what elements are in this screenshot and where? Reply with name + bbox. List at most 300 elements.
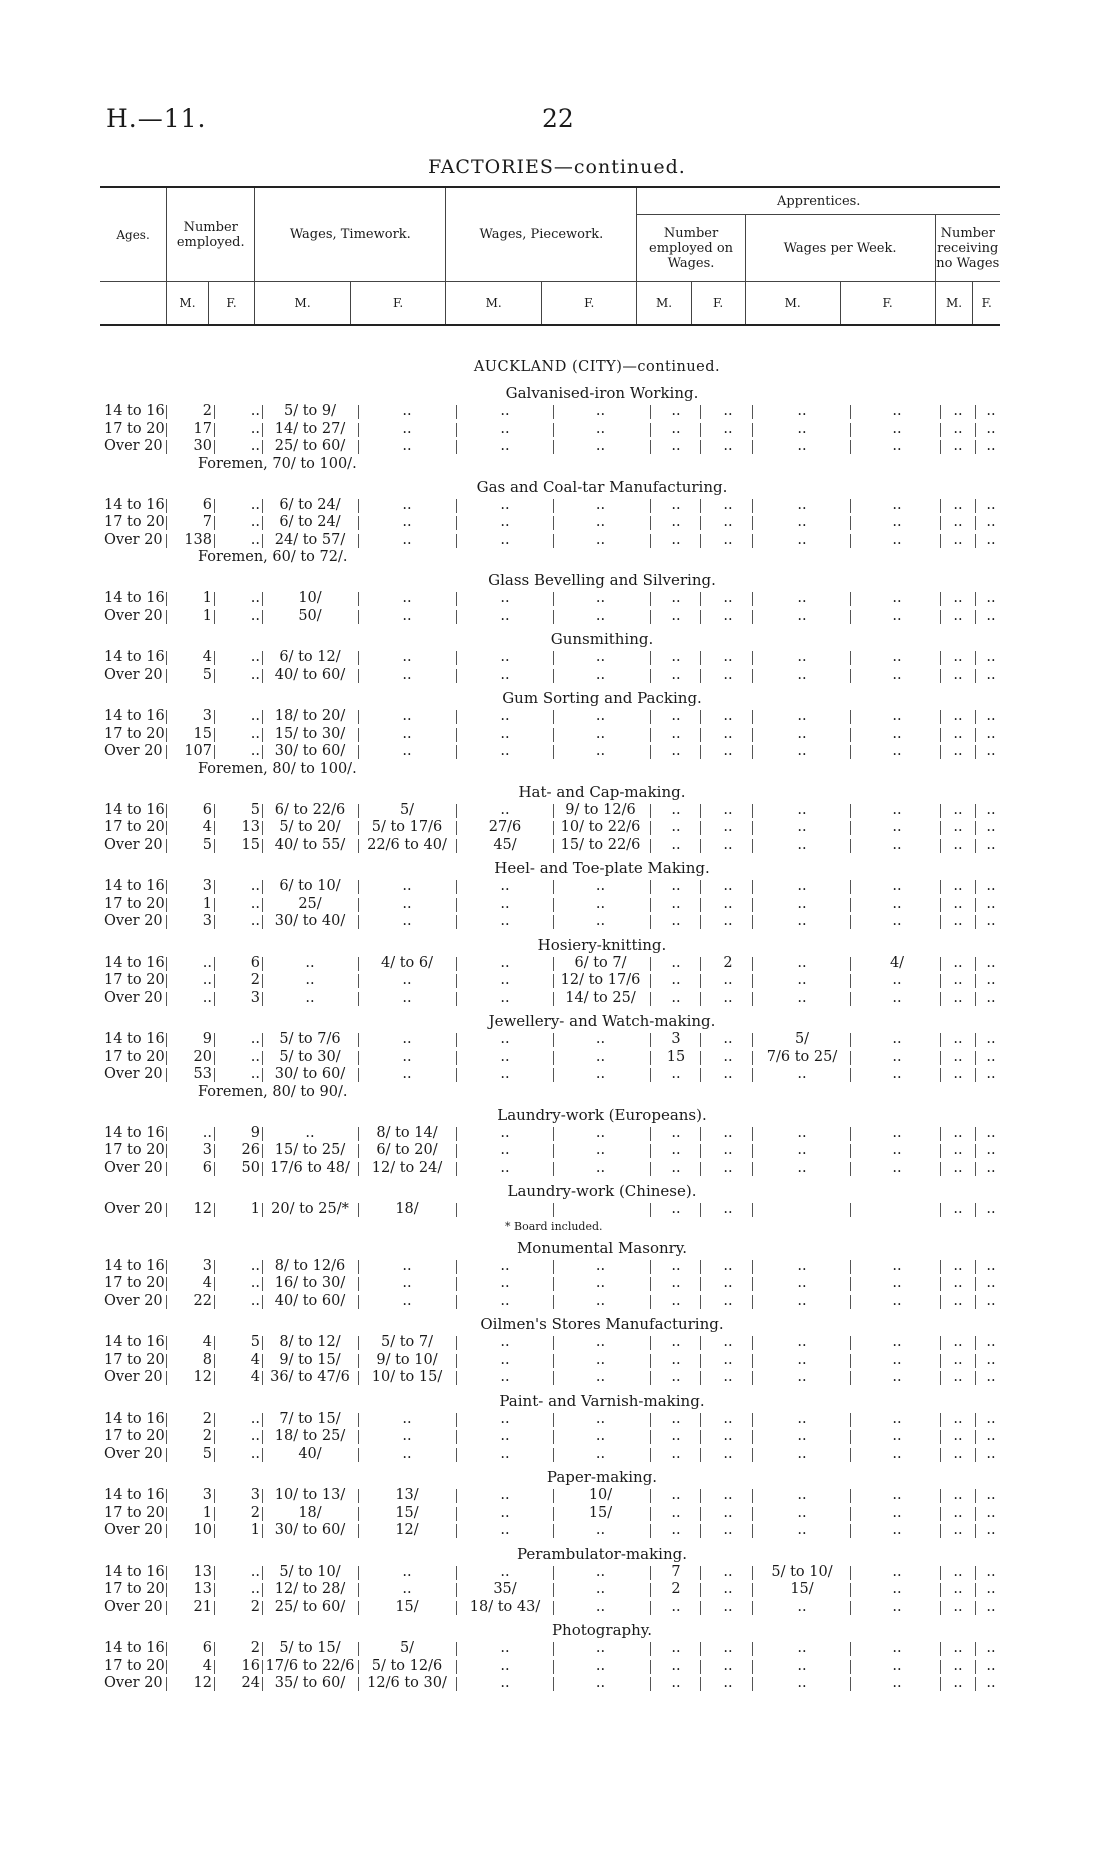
employed-m-cell: 1 — [202, 1504, 212, 1521]
column-rule — [166, 804, 167, 818]
employed-f-cell: .. — [250, 1292, 260, 1309]
piecework-m-cell: .. — [500, 743, 510, 759]
apprentices-m-cell: .. — [671, 743, 681, 759]
piecework-f-cell: .. — [595, 438, 606, 454]
age-cell: 17 to 20 — [104, 1504, 165, 1521]
f-subheader: F. — [840, 282, 935, 326]
employed-m-cell: .. — [202, 972, 212, 988]
column-rule — [166, 440, 167, 454]
apprentice-wages-m-cell: 5/ to 10/ — [771, 1563, 833, 1580]
industry-section — [0, 1544, 1114, 1617]
region-heading: AUCKLAND (CITY)—continued. — [473, 359, 721, 375]
apprentices-f-cell: .. — [723, 1657, 733, 1674]
foremen-note: Foremen, 80/ to 100/. — [198, 760, 357, 777]
table-row — [0, 1049, 1114, 1067]
apprentice-wages-m-cell: .. — [797, 1598, 807, 1615]
no-wages-f-cell: .. — [986, 954, 996, 971]
timework-m-cell: 16/ to 30/ — [274, 1275, 346, 1291]
piecework-f-cell: .. — [595, 1675, 606, 1691]
table-row — [0, 1505, 1114, 1523]
table-row — [0, 1125, 1114, 1143]
timework-f-cell: 18/ — [395, 1201, 419, 1217]
piecework-f-cell: 10/ — [588, 1487, 613, 1503]
age-cell: 17 to 20 — [104, 1581, 165, 1597]
no-wages-m-cell: .. — [953, 1428, 963, 1444]
age-cell: 17 to 20 — [104, 420, 165, 437]
number-employed-header: Number employed. — [167, 187, 255, 282]
column-rule — [166, 1413, 167, 1427]
column-rule — [166, 1051, 167, 1065]
apprentice-wages-m-cell: .. — [797, 514, 807, 530]
piecework-f-cell: 15/ to 22/6 — [560, 836, 641, 853]
apprentices-f-cell: .. — [723, 1410, 733, 1427]
no-wages-m-cell: .. — [953, 972, 963, 988]
apprentices-m-cell: .. — [671, 403, 681, 419]
column-rule — [166, 1566, 167, 1580]
column-rule — [166, 821, 167, 835]
apprentices-m-cell: .. — [671, 819, 681, 835]
table-row — [0, 1369, 1114, 1387]
no-wages-f-cell: .. — [986, 438, 996, 454]
apprentices-m-cell: .. — [671, 1675, 681, 1691]
piecework-m-cell: .. — [500, 1410, 510, 1427]
employed-m-cell: 138 — [184, 531, 212, 548]
industry-title: Laundry-work (Chinese). — [507, 1182, 697, 1200]
no-wages-f-cell: .. — [986, 531, 996, 548]
column-rule — [166, 1336, 167, 1350]
piecework-m-cell: .. — [500, 708, 510, 724]
employed-m-cell: 6 — [202, 801, 212, 818]
piecework-m-cell: .. — [500, 989, 510, 1006]
no-wages-f-cell: .. — [986, 1445, 996, 1462]
employed-f-cell: .. — [250, 1257, 260, 1274]
timework-m-cell: 6/ to 24/ — [279, 496, 341, 513]
timework-f-cell: .. — [402, 666, 412, 683]
apprentices-wages-header: Wages per Week. — [745, 215, 935, 282]
apprentice-wages-m-cell: .. — [797, 1675, 807, 1691]
timework-f-cell: 4/ to 6/ — [381, 954, 433, 971]
apprentice-wages-f-cell: .. — [892, 666, 902, 683]
employed-m-cell: 5 — [202, 666, 212, 683]
timework-m-cell: 12/ to 28/ — [274, 1581, 346, 1597]
no-wages-m-cell: .. — [953, 1563, 963, 1580]
no-wages-f-cell: .. — [986, 1275, 996, 1291]
table-row — [0, 1201, 1114, 1219]
no-wages-m-cell: .. — [953, 1124, 963, 1141]
age-cell: Over 20 — [104, 743, 163, 759]
apprentices-m-cell: 7 — [671, 1563, 681, 1580]
age-cell: Over 20 — [104, 1675, 163, 1691]
apprentices-m-cell: .. — [671, 954, 681, 971]
piecework-f-cell: .. — [595, 496, 606, 513]
employed-f-cell: .. — [250, 403, 260, 419]
piecework-f-cell: .. — [595, 666, 606, 683]
piecework-m-cell: .. — [500, 403, 510, 419]
timework-m-cell: .. — [305, 972, 315, 988]
column-rule — [166, 499, 167, 513]
apprentice-wages-f-cell: .. — [892, 1159, 902, 1176]
piecework-m-cell: .. — [500, 607, 510, 624]
piecework-f-cell: .. — [595, 403, 606, 419]
footnote: * Board included. — [505, 1219, 603, 1233]
page-reference: H.—11. — [106, 104, 207, 133]
apprentices-m-cell: .. — [671, 1334, 681, 1350]
no-wages-m-cell: .. — [953, 708, 963, 724]
no-wages-f-cell: .. — [986, 1675, 996, 1691]
timework-m-cell: 8/ to 12/ — [279, 1334, 341, 1350]
apprentices-f-cell: .. — [723, 1445, 733, 1462]
employed-f-cell: 1 — [250, 1201, 260, 1217]
apprentice-wages-m-cell: .. — [797, 496, 807, 513]
apprentice-wages-m-cell: .. — [797, 1292, 807, 1309]
employed-m-cell: 5 — [202, 836, 212, 853]
piecework-m-cell: .. — [500, 649, 510, 665]
timework-m-cell: 20/ to 25/* — [271, 1201, 349, 1217]
no-wages-f-cell: .. — [986, 743, 996, 759]
table-row — [0, 743, 1114, 761]
no-wages-m-cell: .. — [953, 1142, 963, 1158]
apprentices-m-cell: .. — [671, 1522, 681, 1538]
m-subheader: M. — [255, 282, 351, 326]
apprentice-wages-m-cell: .. — [797, 1124, 807, 1141]
industry-section — [0, 477, 1114, 567]
no-wages-m-cell: .. — [953, 954, 963, 971]
apprentice-wages-m-cell: .. — [797, 1487, 807, 1503]
age-cell: 14 to 16 — [104, 1563, 165, 1580]
apprentice-wages-m-cell: .. — [797, 1640, 807, 1656]
piecework-f-cell: 14/ to 25/ — [565, 989, 636, 1006]
industry-section — [0, 629, 1114, 684]
table-row — [0, 708, 1114, 726]
page-number: 22 — [542, 104, 574, 133]
table-row — [0, 438, 1114, 456]
piecework-f-cell: .. — [595, 1275, 606, 1291]
no-wages-f-cell: .. — [986, 1640, 996, 1656]
industry-section — [0, 1238, 1114, 1311]
apprentice-wages-m-cell: 5/ — [794, 1031, 810, 1047]
no-wages-m-cell: .. — [953, 1675, 963, 1691]
no-wages-f-cell: .. — [986, 1351, 996, 1368]
employed-m-cell: 12 — [193, 1675, 212, 1691]
timework-f-cell: .. — [402, 972, 412, 988]
industry-section — [0, 1391, 1114, 1464]
table-row — [0, 649, 1114, 667]
column-rule — [166, 974, 167, 988]
apprentices-m-cell: .. — [671, 1275, 681, 1291]
employed-m-cell: 3 — [202, 913, 212, 929]
piecework-f-cell: 10/ to 22/6 — [560, 819, 641, 835]
timework-f-cell: .. — [402, 878, 412, 894]
table-row — [0, 1640, 1114, 1658]
employed-f-cell: 4 — [250, 1351, 260, 1368]
industry-title: Gum Sorting and Packing. — [502, 689, 702, 707]
timework-m-cell: 10/ — [298, 590, 322, 606]
piecework-m-cell: .. — [500, 1487, 510, 1503]
apprentices-f-cell: .. — [723, 1640, 733, 1656]
apprentices-f-cell: .. — [723, 1369, 733, 1385]
apprentice-wages-m-cell: .. — [797, 913, 807, 929]
piecework-m-cell: .. — [500, 420, 510, 437]
employed-f-cell: .. — [250, 666, 260, 683]
employed-m-cell: 6 — [202, 496, 212, 513]
apprentice-wages-f-cell: .. — [892, 989, 902, 1006]
timework-f-cell: .. — [402, 743, 412, 759]
apprentices-f-cell: .. — [723, 1275, 733, 1291]
timework-m-cell: 5/ to 7/6 — [279, 1031, 341, 1047]
employed-m-cell: 4 — [202, 1275, 212, 1291]
foremen-note: Foremen, 60/ to 72/. — [198, 549, 348, 565]
column-rule — [166, 1489, 167, 1503]
timework-m-cell: 6/ to 12/ — [279, 649, 341, 665]
timework-m-cell: 25/ to 60/ — [274, 438, 346, 454]
piecework-f-cell: .. — [595, 1048, 606, 1065]
no-wages-m-cell: .. — [953, 878, 963, 894]
timework-m-cell: 25/ — [298, 895, 322, 912]
employed-m-cell: 1 — [202, 895, 212, 912]
piecework-m-cell: .. — [500, 666, 510, 683]
no-wages-m-cell: .. — [953, 1334, 963, 1350]
column-rule — [166, 1260, 167, 1274]
piecework-m-cell: .. — [500, 531, 510, 548]
apprentices-f-cell: .. — [723, 1142, 733, 1158]
age-cell: 14 to 16 — [104, 878, 165, 894]
age-cell: 14 to 16 — [104, 590, 165, 606]
employed-f-cell: .. — [250, 1428, 260, 1444]
table-row — [0, 403, 1114, 421]
employed-f-cell: .. — [250, 1581, 260, 1597]
industry-title: Hosiery-knitting. — [537, 935, 667, 954]
wages-timework-header: Wages, Timework. — [255, 187, 446, 282]
column-rule — [166, 915, 167, 929]
piecework-m-cell: .. — [500, 801, 510, 818]
apprentice-wages-f-cell: .. — [892, 1598, 902, 1615]
industry-title: Gas and Coal-tar Manufacturing. — [476, 477, 728, 496]
apprentice-wages-f-cell: .. — [892, 1428, 902, 1444]
no-wages-m-cell: .. — [953, 895, 963, 912]
apprentice-wages-f-cell: .. — [892, 1124, 902, 1141]
apprentices-f-cell: .. — [723, 1598, 733, 1615]
no-wages-m-cell: .. — [953, 590, 963, 606]
apprentice-wages-m-cell: .. — [797, 649, 807, 665]
timework-m-cell: 6/ to 24/ — [279, 514, 341, 530]
apprentices-f-cell: .. — [723, 1292, 733, 1309]
piecework-m-cell: .. — [500, 895, 510, 912]
employed-f-cell: 2 — [250, 1598, 260, 1615]
piecework-f-cell: 12/ to 17/6 — [560, 972, 641, 988]
apprentices-f-cell: .. — [723, 1066, 733, 1082]
industry-section — [0, 1467, 1114, 1540]
apprentice-wages-f-cell: .. — [892, 913, 902, 929]
no-wages-f-cell: .. — [986, 725, 996, 742]
apprentices-m-cell: 3 — [671, 1031, 681, 1047]
piecework-f-cell: .. — [595, 514, 606, 530]
apprentices-m-cell: .. — [671, 590, 681, 606]
no-wages-f-cell: .. — [986, 607, 996, 624]
piecework-m-cell: .. — [500, 1159, 510, 1176]
no-wages-f-cell: .. — [986, 1428, 996, 1444]
timework-f-cell: .. — [402, 1066, 412, 1082]
column-header-table — [100, 186, 1000, 326]
employed-f-cell: 5 — [250, 1334, 260, 1350]
timework-f-cell: .. — [402, 649, 412, 665]
employed-m-cell: 3 — [202, 1142, 212, 1158]
no-wages-f-cell: .. — [986, 1292, 996, 1309]
apprentice-wages-f-cell: .. — [892, 743, 902, 759]
industry-title: Paper-making. — [546, 1468, 658, 1486]
column-rule — [166, 1354, 167, 1368]
piecework-m-cell: .. — [500, 1334, 510, 1350]
employed-m-cell: .. — [202, 954, 212, 971]
apprentices-f-cell: .. — [723, 420, 733, 437]
apprentices-m-cell: .. — [671, 1487, 681, 1503]
column-rule — [166, 1448, 167, 1462]
piecework-f-cell: 15/ — [588, 1504, 613, 1521]
timework-m-cell: 40/ to 55/ — [274, 836, 346, 853]
industry-title: Heel- and Toe-plate Making. — [494, 859, 710, 877]
apprentice-wages-m-cell: .. — [797, 1410, 807, 1427]
apprentices-m-cell: .. — [671, 1159, 681, 1176]
piecework-f-cell: .. — [595, 1031, 606, 1047]
no-wages-m-cell: .. — [953, 1657, 963, 1674]
piecework-m-cell: .. — [500, 1351, 510, 1368]
apprentice-wages-m-cell: .. — [797, 1159, 807, 1176]
apprentices-f-cell: .. — [723, 725, 733, 742]
apprentices-m-cell: .. — [671, 708, 681, 724]
piecework-f-cell: .. — [595, 1257, 606, 1274]
employed-f-cell: .. — [250, 725, 260, 742]
age-cell: Over 20 — [104, 531, 163, 548]
timework-m-cell: 5/ to 9/ — [284, 403, 336, 419]
table-row — [0, 1411, 1114, 1429]
timework-f-cell: 12/ to 24/ — [371, 1159, 443, 1176]
age-cell: Over 20 — [104, 1159, 163, 1176]
age-cell: 14 to 16 — [104, 1640, 165, 1656]
column-rule — [166, 1144, 167, 1158]
apprentice-wages-m-cell: .. — [797, 1428, 807, 1444]
apprentice-wages-m-cell: .. — [797, 878, 807, 894]
apprentices-f-cell: .. — [723, 1257, 733, 1274]
apprentice-wages-f-cell: .. — [892, 1581, 902, 1597]
apprentices-m-cell: .. — [671, 972, 681, 988]
apprentices-f-cell: .. — [723, 1487, 733, 1503]
timework-m-cell: .. — [305, 989, 315, 1006]
timework-f-cell: 5/ to 17/6 — [371, 819, 443, 835]
column-rule — [166, 669, 167, 683]
timework-m-cell: 6/ to 10/ — [279, 878, 341, 894]
piecework-f-cell: .. — [595, 725, 606, 742]
piecework-m-cell: .. — [500, 1504, 510, 1521]
table-row — [0, 972, 1114, 990]
no-wages-f-cell: .. — [986, 836, 996, 853]
apprentice-wages-f-cell: .. — [892, 819, 902, 835]
employed-m-cell: 5 — [202, 1445, 212, 1462]
apprentices-no-wages-header: Number receiving no Wages — [935, 215, 1000, 282]
apprentices-f-cell: .. — [723, 1124, 733, 1141]
timework-m-cell: 5/ to 10/ — [279, 1563, 341, 1580]
apprentice-wages-f-cell: .. — [892, 1292, 902, 1309]
age-cell: 17 to 20 — [104, 1275, 165, 1291]
employed-f-cell: 50 — [241, 1159, 260, 1176]
apprentices-m-cell: .. — [671, 420, 681, 437]
piecework-m-cell: .. — [500, 1675, 510, 1691]
no-wages-m-cell: .. — [953, 1201, 963, 1217]
apprentice-wages-f-cell: .. — [892, 438, 902, 454]
apprentice-wages-m-cell: .. — [797, 1504, 807, 1521]
table-row — [0, 1031, 1114, 1049]
apprentices-m-cell: .. — [671, 878, 681, 894]
timework-f-cell: .. — [402, 438, 412, 454]
piecework-m-cell: .. — [500, 1657, 510, 1674]
piecework-f-cell: .. — [595, 1657, 606, 1674]
table-row — [0, 532, 1114, 550]
apprentices-m-cell: .. — [671, 666, 681, 683]
employed-f-cell: .. — [250, 607, 260, 624]
timework-f-cell: .. — [402, 590, 412, 606]
employed-m-cell: 17 — [193, 420, 212, 437]
apprentices-f-cell: .. — [723, 666, 733, 683]
industry-section — [0, 935, 1114, 1008]
apprentices-m-cell: .. — [671, 989, 681, 1006]
timework-m-cell: 15/ to 30/ — [274, 725, 346, 742]
apprentice-wages-f-cell: 4/ — [889, 954, 905, 971]
column-rule — [166, 1642, 167, 1656]
no-wages-m-cell: .. — [953, 1581, 963, 1597]
employed-f-cell: .. — [250, 1410, 260, 1427]
table-row — [0, 1066, 1114, 1084]
timework-f-cell: 12/6 to 30/ — [367, 1675, 447, 1691]
no-wages-m-cell: .. — [953, 1504, 963, 1521]
employed-m-cell: 20 — [193, 1048, 212, 1065]
table-row — [0, 1658, 1114, 1676]
timework-m-cell: 40/ to 60/ — [274, 666, 346, 683]
apprentices-m-cell: .. — [671, 531, 681, 548]
apprentices-m-cell: .. — [671, 1369, 681, 1385]
table-row — [0, 1428, 1114, 1446]
f-subheader: F. — [350, 282, 445, 326]
employed-m-cell: 6 — [202, 1640, 212, 1656]
apprentices-m-cell: .. — [671, 1351, 681, 1368]
employed-f-cell: 26 — [241, 1142, 260, 1158]
column-rule — [166, 516, 167, 530]
age-cell: 14 to 16 — [104, 496, 165, 513]
no-wages-f-cell: .. — [986, 972, 996, 988]
no-wages-m-cell: .. — [953, 1275, 963, 1291]
no-wages-f-cell: .. — [986, 1504, 996, 1521]
apprentices-f-cell: .. — [723, 972, 733, 988]
employed-f-cell: 9 — [250, 1124, 260, 1141]
column-rule — [166, 592, 167, 606]
timework-f-cell: .. — [402, 1563, 412, 1580]
piecework-m-cell: .. — [500, 590, 510, 606]
piecework-f-cell: 6/ to 7/ — [574, 954, 627, 971]
table-row — [0, 1334, 1114, 1352]
table-row — [0, 990, 1114, 1008]
timework-f-cell: 5/ to 7/ — [381, 1334, 433, 1350]
no-wages-f-cell: .. — [986, 666, 996, 683]
apprentice-wages-f-cell: .. — [892, 836, 902, 853]
timework-f-cell: 8/ to 14/ — [376, 1124, 438, 1141]
industry-section — [0, 1105, 1114, 1178]
table-row — [0, 802, 1114, 820]
no-wages-f-cell: .. — [986, 590, 996, 606]
apprentices-f-cell: .. — [723, 1031, 733, 1047]
age-cell: 14 to 16 — [104, 954, 165, 971]
piecework-m-cell: .. — [500, 972, 510, 988]
column-rule — [166, 957, 167, 971]
no-wages-f-cell: .. — [986, 649, 996, 665]
table-row — [0, 667, 1114, 685]
age-cell: 17 to 20 — [104, 725, 165, 742]
